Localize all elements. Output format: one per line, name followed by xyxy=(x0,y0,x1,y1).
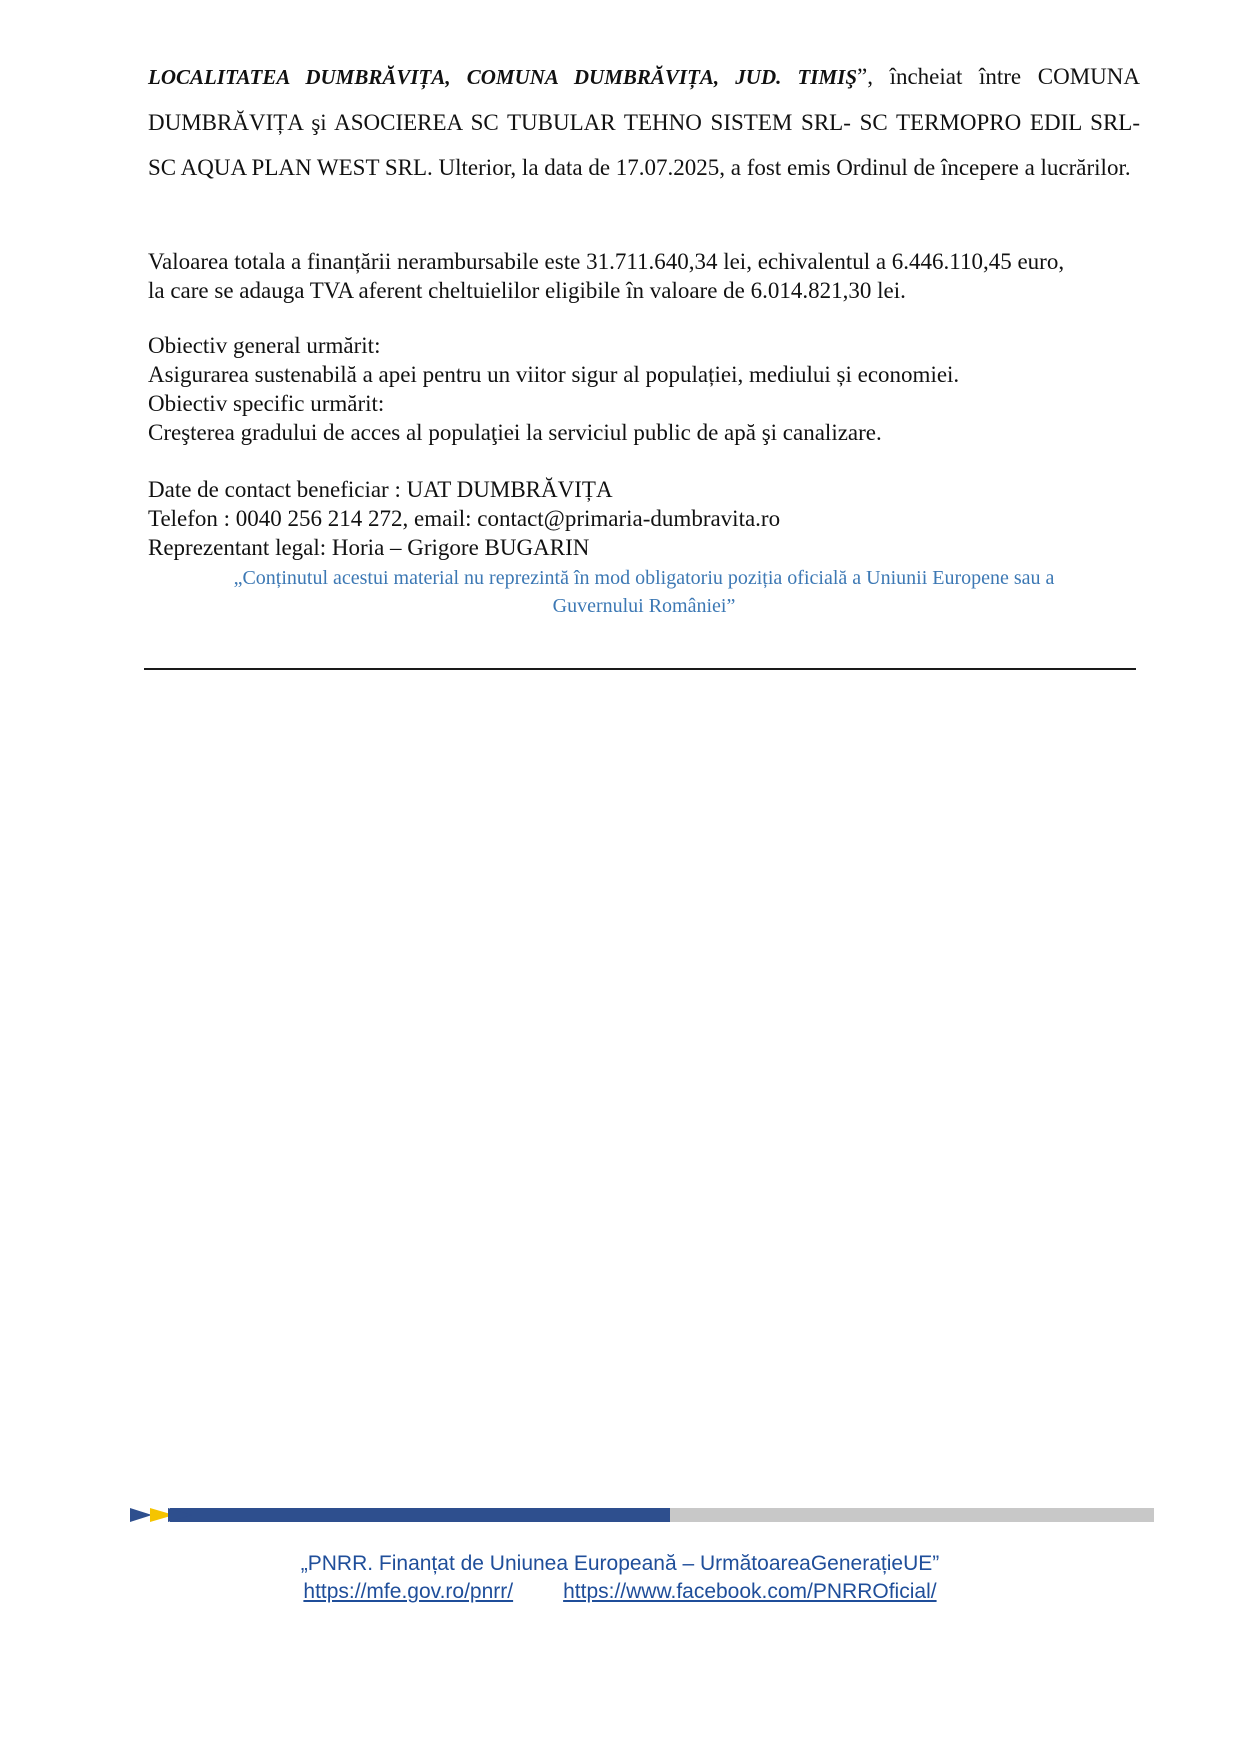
funding-section xyxy=(148,247,1140,305)
phone-email: Telefon : 0040 256 214 272, email: contact@primaria-dumbravita.ro xyxy=(148,506,781,531)
footer-bar-gray-segment xyxy=(670,1508,1154,1522)
mfe-pnrr-link[interactable]: https://mfe.gov.ro/pnrr/ xyxy=(303,1580,514,1603)
funding-line-1: Valoarea totala a finanțării nerambursabile este 31.711.640,34 lei, echivalentul a 6.446.110,45 euro, xyxy=(148,249,1065,274)
specific-objective-text: Creşterea gradului de acces al populaţiei la serviciul public de apă şi canalizare. xyxy=(148,420,882,445)
footer-tagline: „PNRR. Finanțat de Uniunea Europeană – UrmătoareaGenerațieUE” xyxy=(300,1552,940,1575)
facebook-pnrr-link[interactable]: https://www.facebook.com/PNRROficial/ xyxy=(563,1580,937,1603)
footer-bar-blue-segment xyxy=(170,1508,670,1522)
disclaimer-line-1: „Conținutul acestui material nu reprezintă în mod obligatoriu poziția oficială a Uniunii Europene sau a xyxy=(233,567,1055,589)
footer-color-bar xyxy=(130,1508,1154,1522)
blue-arrow-icon xyxy=(130,1508,152,1522)
footer-bar-graphic xyxy=(130,1508,1154,1522)
footer xyxy=(0,1550,1240,1606)
horizontal-divider xyxy=(144,668,1136,670)
eu-disclaimer xyxy=(148,564,1140,620)
contact-section xyxy=(148,475,1140,562)
footer-links xyxy=(0,1578,1240,1606)
contract-paragraph xyxy=(148,54,1140,190)
general-objective-label: Obiectiv general urmărit: xyxy=(148,333,381,358)
locality-title: LOCALITATEA DUMBRĂVIȚA, COMUNA DUMBRĂVIȚA, JUD. TIMIŞ xyxy=(148,65,857,89)
objectives-section xyxy=(148,331,1140,447)
disclaimer-line-2: Guvernului României” xyxy=(552,595,736,617)
funding-line-2: la care se adauga TVA aferent cheltuielilor eligibile în valoare de 6.014.821,30 lei. xyxy=(148,278,906,303)
general-objective-text: Asigurarea sustenabilă a apei pentru un viitor sigur al populației, mediului și economiei. xyxy=(148,362,960,387)
beneficiary-contact: Date de contact beneficiar : UAT DUMBRĂVIȚA xyxy=(148,477,613,502)
specific-objective-label: Obiectiv specific urmărit: xyxy=(148,391,385,416)
contract-text: ”, încheiat între COMUNA DUMBRĂVIȚA şi ASOCIEREA SC TUBULAR TEHNO SISTEM SRL- SC TERMOPRO EDIL SRL- SC AQUA PLAN WEST SRL. Ulterior, la data de 17.07.2025, a fost emis Ordinul de începere a lucrărilor. xyxy=(148,64,1140,180)
legal-representative: Reprezentant legal: Horia – Grigore BUGARIN xyxy=(148,535,590,560)
